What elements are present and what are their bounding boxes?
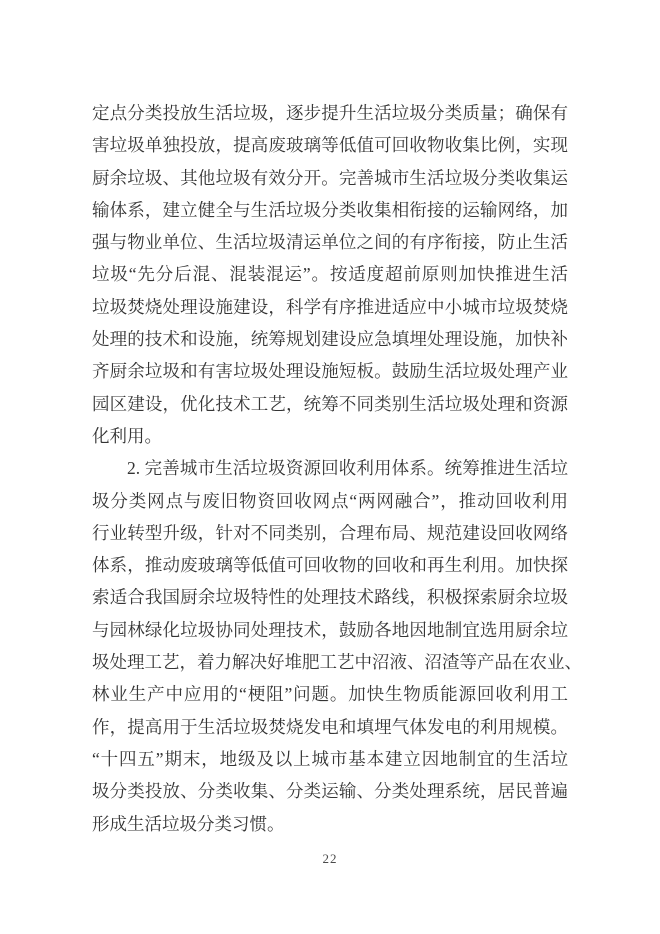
text-line: 圾分类网点与废旧物资回收网点“两网融合”，推动回收利用	[92, 490, 568, 511]
text-line: 圾处理工艺，着力解决好堆肥工艺中沼液、沼渣等产品在农业、	[92, 652, 582, 673]
text-line: 厨余垃圾、其他垃圾有效分开。完善城市生活垃圾分类收集运	[92, 167, 568, 188]
text-line: 强与物业单位、生活垃圾清运单位之间的有序衔接，防止生活	[92, 232, 568, 253]
text-line: “十四五”期末，地级及以上城市基本建立因地制宜的生活垃	[92, 748, 568, 769]
text-line: 行业转型升级，针对不同类别，合理布局、规范建设回收网络	[92, 522, 568, 543]
text-line: 体系，推动废玻璃等低值可回收物的回收和再生利用。加快探	[92, 555, 568, 576]
text-line: 齐厨余垃圾和有害垃圾处理设施短板。鼓励生活垃圾处理产业	[92, 361, 568, 382]
text-line: 与园林绿化垃圾协同处理技术，鼓励各地因地制宜选用厨余垃	[92, 619, 568, 640]
page-body	[92, 97, 582, 840]
page-number: 22	[322, 851, 338, 866]
text-line: 害垃圾单独投放，提高废玻璃等低值可回收物收集比例，实现	[92, 135, 568, 156]
text-line: 处理的技术和设施，统筹规划建设应急填埋处理设施，加快补	[92, 329, 568, 350]
text-line: 索适合我国厨余垃圾特性的处理技术路线，积极探索厨余垃圾	[92, 587, 568, 608]
text-line: 形成生活垃圾分类习惯。	[92, 813, 285, 834]
text-line: 作，提高用于生活垃圾焚烧发电和填埋气体发电的利用规模。	[92, 716, 568, 737]
text-line: 化利用。	[92, 425, 162, 446]
text-line: 2. 完善城市生活垃圾资源回收利用体系。统筹推进生活垃	[127, 458, 568, 479]
paragraph	[92, 452, 582, 840]
text-line: 林业生产中应用的“梗阻”问题。加快生物质能源回收利用工	[92, 684, 568, 705]
text-line: 圾分类投放、分类收集、分类运输、分类处理系统，居民普遍	[92, 781, 568, 802]
text-line: 定点分类投放生活垃圾，逐步提升生活垃圾分类质量；确保有	[92, 103, 568, 123]
text-line: 垃圾焚烧处理设施建设，科学有序推进适应中小城市垃圾焚烧	[92, 296, 568, 317]
paragraph	[92, 97, 568, 452]
text-line: 垃圾“先分后混、混装混运”。按适度超前原则加快推进生活	[92, 264, 568, 285]
text-line: 输体系，建立健全与生活垃圾分类收集相衔接的运输网络，加	[92, 199, 568, 220]
text-line: 园区建设，优化技术工艺，统筹不同类别生活垃圾处理和资源	[92, 393, 568, 414]
